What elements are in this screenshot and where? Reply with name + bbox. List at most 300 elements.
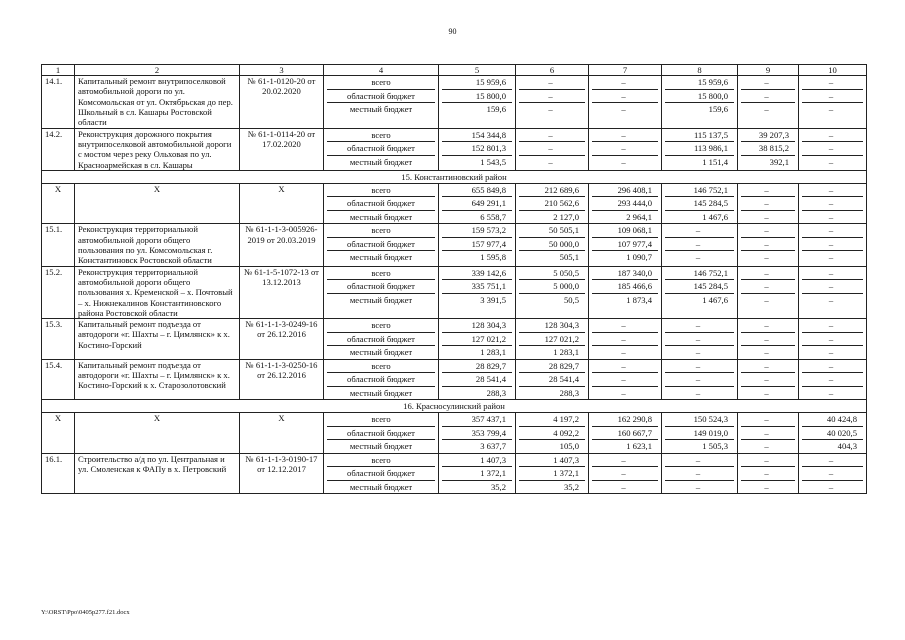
file-path-footer: Y:\ORST\Ppo\0405p277.f21.docx [41, 609, 130, 616]
value-cell [439, 224, 516, 266]
item-number: 14.1. [42, 76, 75, 129]
amount: 185 466,6 [592, 280, 658, 294]
funding-source: местный бюджет [349, 104, 413, 114]
amount: – [764, 252, 769, 263]
funding-source: местный бюджет [349, 441, 413, 452]
amount: 1 372,1 [442, 467, 512, 481]
amount: – [802, 197, 863, 211]
amount: – [592, 142, 658, 156]
value-cell [738, 319, 799, 360]
object-name: Капитальный ремонт подъезда от автодороги «г. Шахты – г. Цимлянск» к х. Костино-Горский к х. Старозолотовский [75, 359, 240, 400]
value-cell [738, 413, 799, 454]
amount: – [741, 454, 795, 468]
value-cell [738, 76, 799, 129]
funding-source: местный бюджет [349, 156, 413, 167]
funding-source: всего [327, 76, 435, 90]
project-document: № 61-1-0114-20 от 17.02.2020 [240, 128, 324, 170]
amount: – [764, 294, 769, 305]
amount: 187 340,0 [592, 267, 658, 281]
amount: – [828, 156, 834, 167]
value-cell [662, 453, 738, 494]
col-header: 3 [240, 65, 324, 76]
amount: – [741, 238, 795, 252]
amount: – [548, 104, 553, 114]
amount: – [741, 184, 795, 198]
amount: – [592, 129, 658, 143]
amount: – [621, 387, 626, 398]
amount: 146 752,1 [665, 267, 734, 281]
amount: 3 637,7 [480, 441, 506, 452]
amount: 28 829,7 [519, 360, 585, 374]
value-cell [589, 128, 662, 170]
table-row [42, 128, 867, 170]
object-name: Строительство а/д по ул. Центральная и ул. Смоленская к ФАПу в х. Петровский [75, 453, 240, 494]
amount: – [802, 224, 863, 238]
funding-source: областной бюджет [327, 142, 435, 156]
value-cell [662, 76, 738, 129]
amount: – [764, 481, 769, 492]
amount: 162 290,8 [592, 413, 658, 427]
amount: – [802, 129, 863, 143]
amount: 1 595,8 [480, 252, 506, 263]
amount: – [695, 347, 701, 358]
value-cell [589, 359, 662, 400]
amount: – [665, 373, 734, 387]
amount: 15 959,6 [442, 76, 512, 90]
col-header: 9 [738, 65, 799, 76]
amount: 128 304,3 [519, 319, 585, 333]
amount: – [741, 360, 795, 374]
amount: 149 019,0 [665, 427, 734, 441]
object-name: Реконструкция территориальной автомобильной дороги общего пользования по ул. Комсомольская г. Константиновск Ростовской области [75, 224, 240, 266]
amount: 296 408,1 [592, 184, 658, 198]
amount: – [802, 360, 863, 374]
item-number: 16.1. [42, 453, 75, 494]
amount: 28 541,4 [442, 373, 512, 387]
amount: 1 151,4 [702, 156, 728, 167]
amount: – [621, 104, 626, 114]
amount: 1 407,3 [442, 454, 512, 468]
amount: 335 751,1 [442, 280, 512, 294]
value-cell [738, 128, 799, 170]
amount: – [741, 427, 795, 441]
amount: 1 505,3 [702, 441, 728, 452]
value-cell [516, 413, 589, 454]
amount: – [764, 387, 769, 398]
amount: – [519, 129, 585, 143]
source-cell [324, 183, 439, 224]
table-row [42, 76, 867, 129]
amount: – [802, 333, 863, 347]
value-cell [738, 224, 799, 266]
amount: – [828, 252, 834, 263]
amount: 1 873,4 [626, 294, 652, 305]
amount: – [828, 211, 834, 222]
total-marker: Х [75, 413, 240, 454]
amount: – [828, 347, 834, 358]
value-cell [589, 453, 662, 494]
value-cell [589, 266, 662, 319]
amount: 159,6 [708, 104, 728, 114]
object-name: Капитальный ремонт подъезда от автодороги «г. Шахты – г. Цимлянск» к х. Костино-Горский [75, 319, 240, 360]
section-row [42, 170, 867, 183]
source-cell [324, 319, 439, 360]
amount: – [621, 347, 626, 358]
amount: 145 284,5 [665, 197, 734, 211]
amount: – [592, 76, 658, 90]
amount: – [802, 467, 863, 481]
value-cell [516, 266, 589, 319]
col-header: 7 [589, 65, 662, 76]
amount: – [802, 280, 863, 294]
value-cell [439, 266, 516, 319]
amount: – [741, 76, 795, 90]
amount: – [695, 481, 701, 492]
value-cell [516, 359, 589, 400]
section-row [42, 400, 867, 413]
col-header: 4 [324, 65, 439, 76]
item-number: 15.3. [42, 319, 75, 360]
funding-source: местный бюджет [349, 252, 413, 263]
amount: – [802, 454, 863, 468]
amount: 1 467,6 [702, 294, 728, 305]
amount: – [828, 294, 834, 305]
section-title: 16. Красносулинский район [42, 400, 867, 413]
value-cell [516, 128, 589, 170]
value-cell [589, 413, 662, 454]
funding-source: всего [327, 413, 435, 427]
amount: 4 197,2 [519, 413, 585, 427]
amount: 146 752,1 [665, 184, 734, 198]
amount: – [828, 104, 834, 114]
col-header: 1 [42, 65, 75, 76]
amount: 157 977,4 [442, 238, 512, 252]
amount: 5 050,5 [519, 267, 585, 281]
object-name: Капитальный ремонт внутрипоселковой автомобильной дороги по ул. Комсомольская от ул. Октябрьская до пер. Школьный в сл. Кашары Ростовской области [75, 76, 240, 129]
item-number: 14.2. [42, 128, 75, 170]
amount: – [741, 467, 795, 481]
amount: 152 801,3 [442, 142, 512, 156]
district-total-row [42, 413, 867, 454]
amount: 39 207,3 [741, 129, 795, 143]
item-number: 15.2. [42, 266, 75, 319]
amount: – [741, 280, 795, 294]
amount: – [665, 333, 734, 347]
amount: – [802, 319, 863, 333]
amount: 128 304,3 [442, 319, 512, 333]
amount: – [741, 413, 795, 427]
amount: 115 137,5 [665, 129, 734, 143]
amount: 28 541,4 [519, 373, 585, 387]
amount: 210 562,6 [519, 197, 585, 211]
amount: – [665, 224, 734, 238]
amount: – [802, 267, 863, 281]
funding-source: областной бюджет [327, 373, 435, 387]
amount: – [741, 267, 795, 281]
total-marker: Х [75, 183, 240, 224]
source-cell [324, 76, 439, 129]
amount: 1 407,3 [519, 454, 585, 468]
amount: 6 558,7 [480, 211, 506, 222]
amount: 212 689,6 [519, 184, 585, 198]
amount: 339 142,6 [442, 267, 512, 281]
value-cell [738, 453, 799, 494]
source-cell [324, 359, 439, 400]
value-cell [799, 359, 867, 400]
amount: 127 021,2 [519, 333, 585, 347]
funding-source: всего [327, 224, 435, 238]
value-cell [662, 413, 738, 454]
amount: 1 283,1 [553, 347, 579, 358]
amount: 50 000,0 [519, 238, 585, 252]
amount: 353 799,4 [442, 427, 512, 441]
value-cell [589, 183, 662, 224]
value-cell [799, 128, 867, 170]
value-cell [799, 413, 867, 454]
amount: 392,1 [769, 156, 789, 167]
value-cell [662, 128, 738, 170]
amount: 15 800,0 [442, 90, 512, 104]
amount: – [741, 333, 795, 347]
amount: 2 127,0 [553, 211, 579, 222]
amount: – [592, 373, 658, 387]
amount: 1 543,5 [480, 156, 506, 167]
value-cell [799, 266, 867, 319]
value-cell [516, 319, 589, 360]
amount: 50,5 [563, 294, 579, 305]
amount: – [828, 481, 834, 492]
table-body [42, 65, 867, 494]
amount: – [695, 387, 701, 398]
source-cell [324, 266, 439, 319]
amount: – [665, 467, 734, 481]
table-row [42, 359, 867, 400]
value-cell [439, 359, 516, 400]
amount: 105,0 [559, 441, 579, 452]
value-cell [439, 319, 516, 360]
project-document: № 61-1-1-3-0190-17 от 12.12.2017 [240, 453, 324, 494]
value-cell [439, 183, 516, 224]
amount: – [741, 197, 795, 211]
amount: 1 623,1 [626, 441, 652, 452]
value-cell [662, 266, 738, 319]
col-header: 6 [516, 65, 589, 76]
value-cell [439, 413, 516, 454]
amount: 404,3 [837, 441, 857, 452]
value-cell [516, 453, 589, 494]
value-cell [799, 224, 867, 266]
source-cell [324, 413, 439, 454]
table-row [42, 224, 867, 266]
funding-source: всего [327, 360, 435, 374]
value-cell [799, 183, 867, 224]
amount: – [741, 90, 795, 104]
value-cell [662, 183, 738, 224]
amount: 655 849,8 [442, 184, 512, 198]
amount: – [741, 224, 795, 238]
funding-source: областной бюджет [327, 333, 435, 347]
col-header: 5 [439, 65, 516, 76]
table-row [42, 319, 867, 360]
amount: – [665, 238, 734, 252]
value-cell [516, 76, 589, 129]
amount: – [764, 104, 769, 114]
table-row [42, 453, 867, 494]
value-cell [799, 319, 867, 360]
amount: 293 444,0 [592, 197, 658, 211]
amount: 15 959,6 [665, 76, 734, 90]
amount: 107 977,4 [592, 238, 658, 252]
amount: 38 815,2 [741, 142, 795, 156]
amount: – [764, 441, 769, 452]
amount: 1 283,1 [480, 347, 506, 358]
amount: – [764, 211, 769, 222]
project-document: № 61-1-1-3-0249-16 от 26.12.2016 [240, 319, 324, 360]
value-cell [589, 319, 662, 360]
funding-source: всего [327, 267, 435, 281]
funding-source: местный бюджет [349, 347, 413, 358]
amount: – [802, 76, 863, 90]
amount: – [548, 156, 553, 167]
value-cell [738, 359, 799, 400]
total-marker: Х [240, 183, 324, 224]
amount: 357 437,1 [442, 413, 512, 427]
amount: 505,1 [559, 252, 579, 263]
amount: 159,6 [486, 104, 506, 114]
amount: 35,2 [490, 481, 506, 492]
amount: 1 467,6 [702, 211, 728, 222]
amount: – [519, 90, 585, 104]
amount: – [665, 454, 734, 468]
amount: – [519, 142, 585, 156]
amount: 109 068,1 [592, 224, 658, 238]
amount: 15 800,0 [665, 90, 734, 104]
amount: – [802, 373, 863, 387]
page-number: 90 [448, 27, 457, 36]
value-cell [589, 224, 662, 266]
value-cell [439, 128, 516, 170]
item-number: 15.1. [42, 224, 75, 266]
amount: – [741, 373, 795, 387]
amount: 35,2 [563, 481, 579, 492]
amount: – [592, 333, 658, 347]
amount: – [802, 142, 863, 156]
amount: – [621, 156, 626, 167]
amount: 154 344,8 [442, 129, 512, 143]
funding-source: всего [327, 319, 435, 333]
amount: – [621, 481, 626, 492]
budget-table [41, 64, 867, 494]
source-cell [324, 128, 439, 170]
source-cell [324, 224, 439, 266]
amount: – [592, 360, 658, 374]
project-document: № 61-1-1-3-005926-2019 от 20.03.2019 [240, 224, 324, 266]
amount: 288,3 [559, 387, 579, 398]
value-cell [439, 453, 516, 494]
funding-source: местный бюджет [349, 211, 413, 222]
funding-source: всего [327, 184, 435, 198]
total-marker: Х [42, 413, 75, 454]
amount: 1 090,7 [626, 252, 652, 263]
col-header: 10 [799, 65, 867, 76]
amount: 159 573,2 [442, 224, 512, 238]
amount: – [828, 387, 834, 398]
value-cell [439, 76, 516, 129]
project-document: № 61-1-0120-20 от 20.02.2020 [240, 76, 324, 129]
amount: – [802, 90, 863, 104]
amount: – [592, 319, 658, 333]
object-name: Реконструкция дорожного покрытия внутрипоселковой автомобильной дороги с мостом через реку Ольховая по ул. Красноармейская в сл. Кашары [75, 128, 240, 170]
amount: 5 000,0 [519, 280, 585, 294]
amount: 1 372,1 [519, 467, 585, 481]
funding-source: местный бюджет [349, 294, 413, 305]
col-header: 2 [75, 65, 240, 76]
total-marker: Х [240, 413, 324, 454]
project-document: № 61-1-5-1072-13 от 13.12.2013 [240, 266, 324, 319]
value-cell [662, 359, 738, 400]
amount: 50 505,1 [519, 224, 585, 238]
project-document: № 61-1-1-3-0250-16 от 26.12.2016 [240, 359, 324, 400]
value-cell [738, 183, 799, 224]
amount: 28 829,7 [442, 360, 512, 374]
funding-source: всего [327, 454, 435, 468]
section-title: 15. Константиновский район [42, 170, 867, 183]
source-cell [324, 453, 439, 494]
value-cell [662, 319, 738, 360]
amount: – [592, 467, 658, 481]
value-cell [662, 224, 738, 266]
amount: – [519, 76, 585, 90]
amount: 160 667,7 [592, 427, 658, 441]
funding-source: областной бюджет [327, 238, 435, 252]
district-total-row [42, 183, 867, 224]
amount: 150 524,3 [665, 413, 734, 427]
amount: – [802, 184, 863, 198]
amount: – [665, 360, 734, 374]
amount: 288,3 [486, 387, 506, 398]
funding-source: местный бюджет [349, 387, 413, 398]
value-cell [516, 183, 589, 224]
amount: 40 020,5 [802, 427, 863, 441]
table-row [42, 266, 867, 319]
amount: 2 964,1 [626, 211, 652, 222]
value-cell [589, 76, 662, 129]
funding-source: областной бюджет [327, 197, 435, 211]
amount: 113 986,1 [665, 142, 734, 156]
amount: 40 424,8 [802, 413, 863, 427]
col-header: 8 [662, 65, 738, 76]
funding-source: областной бюджет [327, 90, 435, 104]
amount: 127 021,2 [442, 333, 512, 347]
amount: – [665, 319, 734, 333]
funding-source: областной бюджет [327, 427, 435, 441]
amount: – [741, 319, 795, 333]
item-number: 15.4. [42, 359, 75, 400]
amount: 145 284,5 [665, 280, 734, 294]
value-cell [799, 453, 867, 494]
amount: – [695, 252, 701, 263]
value-cell [738, 266, 799, 319]
funding-source: областной бюджет [327, 280, 435, 294]
total-marker: Х [42, 183, 75, 224]
object-name: Реконструкция территориальной автомобильной дороги общего пользования х. Кременской – х. Почтовый – х. Нижнекалинов Константиновского района Ростовской области [75, 266, 240, 319]
amount: – [764, 347, 769, 358]
amount: 649 291,1 [442, 197, 512, 211]
amount: 4 092,2 [519, 427, 585, 441]
amount: – [802, 238, 863, 252]
value-cell [516, 224, 589, 266]
funding-source: местный бюджет [349, 481, 413, 492]
